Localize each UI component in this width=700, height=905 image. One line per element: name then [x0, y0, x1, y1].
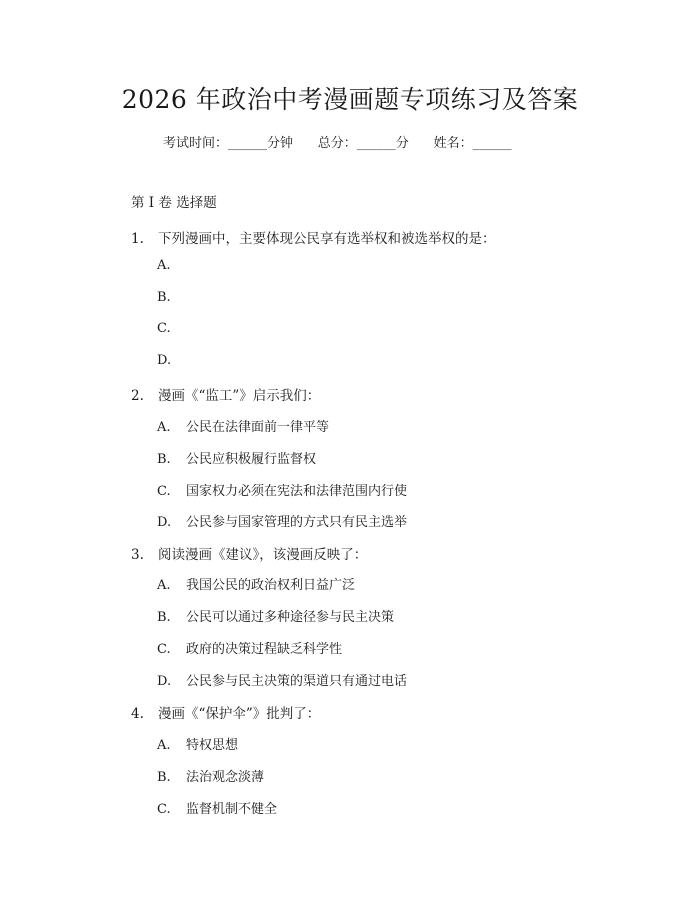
option-label: A. — [157, 420, 171, 435]
question-text: 阅读漫画《建议》，该漫画反映了： — [158, 547, 368, 563]
option-text: 法治观念淡薄 — [186, 770, 265, 785]
question-text: 漫画《“监工”》启示我们： — [158, 388, 321, 404]
option-text: 公民应积极履行监督权 — [186, 452, 317, 467]
option-4a — [157, 734, 238, 753]
option-label: A. — [157, 258, 171, 273]
option-text: 公民在法律面前一律平等 — [186, 420, 330, 435]
question-text: 漫画《“保护伞”》批判了： — [158, 706, 321, 722]
option-3a — [157, 574, 355, 593]
option-text: 政府的决策过程缺乏科学性 — [186, 642, 343, 657]
option-3c — [157, 638, 342, 657]
question-number: 4. — [131, 706, 144, 722]
option-label: B. — [157, 610, 171, 625]
option-label: C. — [157, 321, 171, 336]
question-number: 1. — [131, 231, 144, 247]
section-heading: 第 I 卷 选择题 — [131, 195, 217, 211]
option-label: B. — [157, 770, 171, 785]
option-text: 我国公民的政治权利日益广泛 — [186, 578, 356, 593]
exam-info-line: 考试时间：______分钟 总分：______分 姓名：______ — [163, 136, 512, 151]
option-4c — [157, 798, 277, 817]
option-label: D. — [157, 353, 172, 368]
option-text: 监督机制不健全 — [186, 802, 278, 817]
question-3 — [131, 543, 367, 563]
option-2c — [157, 480, 407, 499]
option-3d — [157, 670, 407, 689]
option-text: 国家权力必须在宪法和法律范围内行使 — [186, 484, 408, 499]
option-label: C. — [157, 484, 171, 499]
option-text: 公民可以通过多种途径参与民主决策 — [186, 610, 395, 625]
option-label: D. — [157, 515, 172, 530]
option-text: 公民参与国家管理的方式只有民主选举 — [186, 515, 408, 530]
question-number: 3. — [131, 547, 144, 563]
option-2b — [157, 448, 316, 467]
option-4b — [157, 766, 264, 785]
option-1d — [157, 353, 186, 368]
option-label: A. — [157, 578, 171, 593]
option-2a — [157, 416, 329, 435]
option-label: D. — [157, 674, 172, 689]
option-label: C. — [157, 802, 171, 817]
option-text: 特权思想 — [186, 738, 239, 753]
document-title: 2026 年政治中考漫画题专项练习及答案 — [121, 85, 579, 114]
option-1c — [157, 321, 186, 336]
question-1 — [131, 227, 496, 247]
option-label: B. — [157, 452, 171, 467]
option-label: B. — [157, 290, 171, 305]
option-label: C. — [157, 642, 171, 657]
question-number: 2. — [131, 388, 144, 404]
question-text: 下列漫画中，主要体现公民享有选举权和被选举权的是： — [158, 231, 496, 247]
question-4 — [131, 702, 320, 722]
option-3b — [157, 606, 394, 625]
option-2d — [157, 511, 407, 530]
option-text: 公民参与民主决策的渠道只有通过电话 — [186, 674, 408, 689]
option-1b — [157, 290, 186, 305]
option-1a — [157, 258, 186, 273]
question-2 — [131, 384, 320, 404]
option-label: A. — [157, 738, 171, 753]
